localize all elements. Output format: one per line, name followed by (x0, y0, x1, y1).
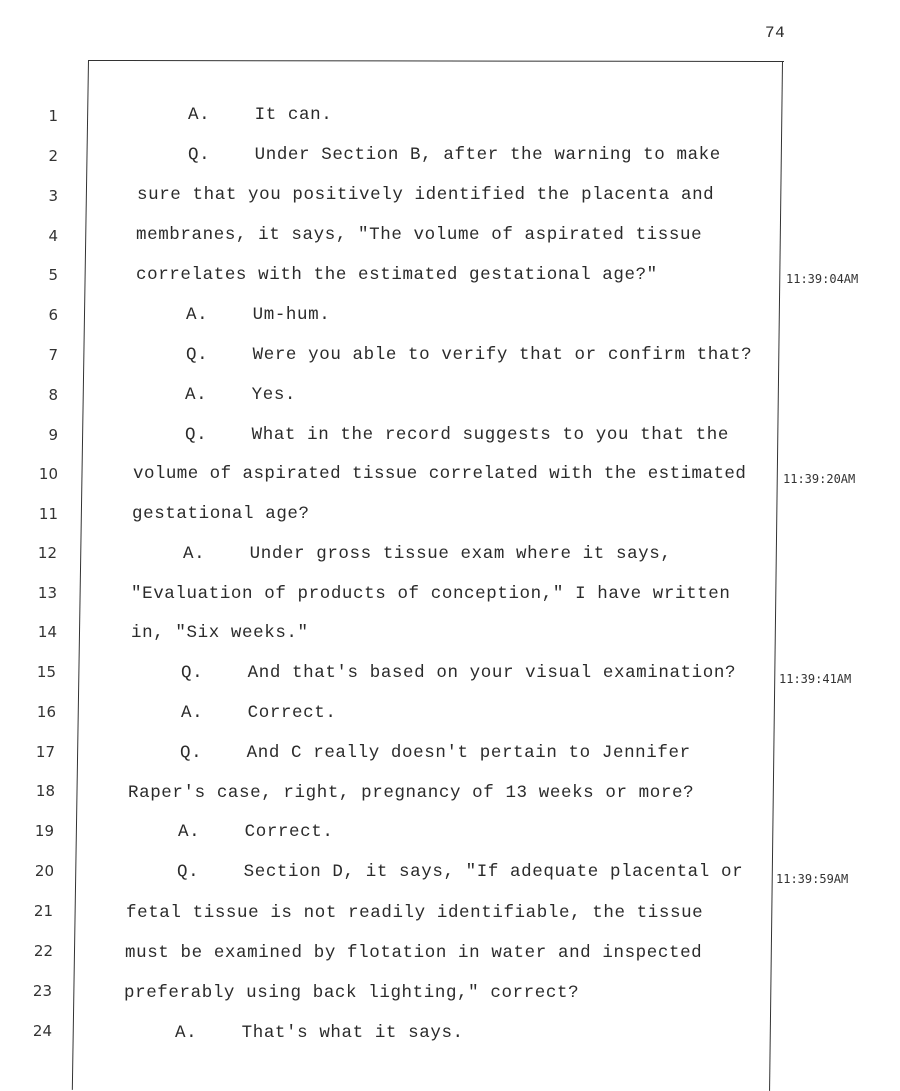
transcript-border-top (88, 60, 784, 62)
transcript-line: Q. And that's based on your visual examination? (181, 663, 737, 683)
transcript-border-left (72, 60, 89, 1090)
transcript-line: gestational age? (132, 504, 310, 524)
transcript-line: Raper's case, right, pregnancy of 13 weeks or more? (128, 783, 695, 803)
timestamp: 11:39:20AM (783, 472, 856, 486)
line-number: 4 (48, 227, 58, 245)
transcript-line: A. Yes. (185, 385, 297, 405)
line-number: 9 (48, 426, 58, 444)
transcript-line: A. Correct. (178, 822, 334, 842)
transcript-line: fetal tissue is not readily identifiable, the tissue (126, 903, 704, 923)
line-number: 3 (48, 187, 58, 205)
line-number: 12 (37, 544, 57, 562)
transcript-line: must be examined by flotation in water and inspected (125, 943, 703, 963)
line-number: 14 (37, 623, 57, 641)
transcript-line: Q. Section D, it says, "If adequate placental or (177, 862, 744, 882)
line-number: 16 (36, 703, 56, 721)
line-number: 10 (38, 465, 58, 483)
line-number: 17 (35, 743, 55, 761)
line-number: 19 (34, 822, 54, 840)
timestamp: 11:39:59AM (776, 872, 849, 886)
line-number: 18 (35, 782, 55, 800)
line-number: 5 (48, 266, 58, 284)
line-number: 13 (37, 584, 57, 602)
transcript-line: Q. Were you able to verify that or confirm that? (186, 345, 753, 365)
transcript-line: preferably using back lighting," correct? (124, 983, 580, 1003)
timestamp: 11:39:41AM (779, 672, 852, 686)
line-number: 23 (32, 982, 52, 1000)
line-number: 20 (34, 862, 54, 880)
transcript-line: Q. And C really doesn't pertain to Jennifer (180, 743, 691, 763)
transcript-line: membranes, it says, "The volume of aspirated tissue (136, 225, 703, 245)
transcript-border-right (769, 61, 783, 1091)
transcript-line: Q. Under Section B, after the warning to make (188, 145, 721, 165)
transcript-line: A. Correct. (181, 703, 337, 723)
line-number: 6 (48, 306, 58, 324)
timestamp: 11:39:04AM (786, 272, 859, 286)
transcript-line: volume of aspirated tissue correlated with the estimated (133, 464, 747, 484)
transcript-line: Q. What in the record suggests to you that the (185, 425, 729, 445)
transcript-line: "Evaluation of products of conception," I have written (131, 584, 731, 604)
transcript-line: A. Um-hum. (186, 305, 331, 325)
line-number: 24 (32, 1022, 52, 1040)
line-number: 2 (48, 147, 58, 165)
transcript-line: correlates with the estimated gestational age?" (136, 265, 658, 285)
line-number: 11 (38, 505, 58, 523)
transcript-line: sure that you positively identified the placenta and (137, 185, 715, 205)
line-number: 8 (48, 386, 58, 404)
transcript-line: A. It can. (188, 105, 333, 125)
line-number: 1 (48, 107, 58, 125)
page-number: 74 (765, 24, 786, 42)
line-number: 22 (33, 942, 53, 960)
line-number: 21 (33, 902, 53, 920)
transcript-line: A. That's what it says. (175, 1023, 464, 1043)
line-number: 7 (48, 346, 58, 364)
line-number: 15 (36, 663, 56, 681)
transcript-line: A. Under gross tissue exam where it says, (183, 544, 672, 564)
transcript-line: in, "Six weeks." (131, 623, 309, 643)
